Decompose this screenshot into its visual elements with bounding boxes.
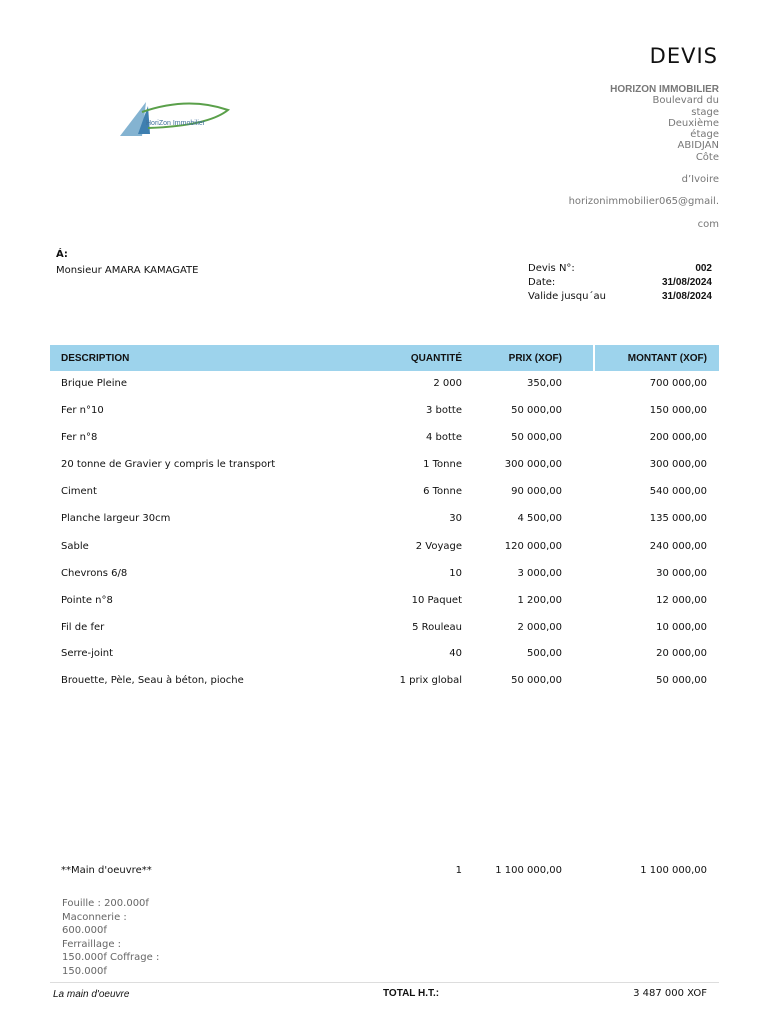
cell-price: 3 000,00 [517, 568, 562, 579]
cell-quantity: 6 Tonne [423, 486, 462, 497]
table-row [50, 622, 719, 636]
cell-price: 90 000,00 [511, 486, 562, 497]
cell-amount: 30 000,00 [656, 568, 707, 579]
labor-price: 1 100 000,00 [495, 865, 562, 876]
table-row [50, 405, 719, 419]
cell-quantity: 5 Rouleau [412, 622, 462, 633]
labor-quantity: 1 [455, 865, 462, 876]
cell-description: Fer n°10 [61, 405, 104, 416]
company-name: HORIZON IMMOBILIER [610, 84, 719, 95]
cell-quantity: 3 botte [425, 405, 462, 416]
cell-quantity: 10 [449, 568, 462, 579]
address-spacer [539, 163, 719, 174]
recipient-name: Monsieur AMARA KAMAGATE [56, 265, 199, 276]
cell-price: 300 000,00 [504, 459, 562, 470]
cell-quantity: 10 Paquet [411, 595, 462, 606]
cell-description: Brouette, Pèle, Seau à béton, pioche [61, 675, 244, 686]
header-price: PRIX (XOF) [508, 353, 562, 364]
cell-price: 500,00 [527, 648, 562, 659]
cell-description: Brique Pleine [61, 378, 127, 389]
table-row [50, 568, 719, 582]
footer-note: La main d'oeuvre [53, 989, 130, 1000]
cell-quantity: 2 000 [433, 378, 462, 389]
cell-amount: 540 000,00 [649, 486, 707, 497]
address-spacer [539, 208, 719, 219]
table-row [50, 648, 719, 662]
labor-note: Maconnerie : [62, 911, 127, 923]
address-line: étage [690, 129, 719, 141]
header-description: DESCRIPTION [61, 353, 130, 364]
table-row [50, 595, 719, 609]
table-row [50, 432, 719, 446]
quote-meta [528, 262, 712, 304]
address-spacer [539, 185, 719, 196]
header-amount: MONTANT (XOF) [627, 353, 707, 364]
address-line: Côte [695, 151, 719, 163]
cell-description: 20 tonne de Gravier y compris le transport [61, 459, 276, 470]
address-line: Deuxième [668, 117, 719, 129]
labor-note: Fouille : 200.000f [62, 898, 149, 909]
labor-row [50, 865, 719, 879]
cell-amount: 10 000,00 [656, 622, 707, 633]
logo-text: HoriZon Immobilier [146, 120, 206, 127]
cell-amount: 700 000,00 [649, 378, 707, 389]
meta-number [528, 262, 712, 276]
footer-divider [50, 982, 719, 983]
cell-amount: 150 000,00 [649, 405, 707, 416]
meta-date-label: Date: [528, 277, 556, 288]
cell-amount: 50 000,00 [656, 675, 707, 686]
recipient-label: Á: [56, 249, 68, 260]
labor-notes [62, 897, 172, 978]
company-email-end: com [697, 218, 719, 230]
cell-price: 1 200,00 [517, 595, 562, 606]
cell-quantity: 2 Voyage [415, 541, 462, 552]
header-separator [593, 345, 595, 371]
meta-date-value: 31/08/2024 [661, 277, 712, 288]
meta-date [528, 276, 712, 290]
address-line: d’Ivoire [681, 174, 719, 186]
cell-amount: 135 000,00 [649, 513, 707, 524]
cell-description: Serre-joint [61, 648, 114, 659]
meta-number-label: Devis N°: [528, 263, 575, 274]
address-line: Boulevard du [652, 95, 719, 107]
table-row [50, 513, 719, 527]
cell-description: Fil de fer [61, 622, 105, 633]
address-line: stage [691, 106, 719, 118]
cell-amount: 12 000,00 [656, 595, 707, 606]
cell-description: Fer n°8 [61, 432, 98, 443]
cell-price: 120 000,00 [504, 541, 562, 552]
cell-amount: 300 000,00 [649, 459, 707, 470]
cell-description: Sable [61, 541, 89, 552]
cell-description: Pointe n°8 [61, 595, 113, 606]
company-email: horizonimmobilier065@gmail. [568, 196, 719, 208]
labor-note: 150.000f [62, 965, 107, 977]
labor-note: 600.000f [62, 925, 107, 936]
meta-valid-label: Valide jusqu´au [528, 291, 606, 302]
cell-price: 2 000,00 [517, 622, 562, 633]
cell-quantity: 4 botte [425, 432, 462, 443]
table-row [50, 378, 719, 392]
meta-valid [528, 290, 712, 304]
header-quantity: QUANTITÉ [410, 353, 462, 364]
company-block [539, 84, 719, 230]
company-logo [118, 98, 233, 140]
table-row [50, 541, 719, 555]
document-title: DEVIS [649, 44, 718, 68]
meta-valid-value: 31/08/2024 [661, 291, 712, 302]
cell-amount: 240 000,00 [649, 541, 707, 552]
labor-amount: 1 100 000,00 [640, 865, 707, 876]
labor-note: 150.000f Coffrage : [62, 952, 160, 963]
table-row [50, 486, 719, 500]
cell-quantity: 40 [449, 648, 462, 659]
cell-price: 50 000,00 [511, 405, 562, 416]
cell-amount: 20 000,00 [656, 648, 707, 659]
table-row [50, 675, 719, 689]
address-line: ABIDJAN [677, 140, 719, 152]
labor-note: Ferraillage : [62, 938, 122, 950]
cell-price: 4 500,00 [517, 513, 562, 524]
labor-description: **Main d'oeuvre** [61, 865, 152, 876]
cell-price: 50 000,00 [511, 432, 562, 443]
cell-price: 350,00 [527, 378, 562, 389]
table-header [50, 345, 719, 371]
cell-description: Ciment [61, 486, 97, 497]
cell-quantity: 30 [449, 513, 462, 524]
total-value: 3 487 000 XOF [633, 988, 707, 999]
cell-description: Planche largeur 30cm [61, 513, 171, 524]
table-row [50, 459, 719, 473]
total-label: TOTAL H.T.: [383, 988, 440, 999]
cell-description: Chevrons 6/8 [61, 568, 128, 579]
cell-amount: 200 000,00 [649, 432, 707, 443]
cell-price: 50 000,00 [511, 675, 562, 686]
meta-number-value: 002 [695, 263, 712, 274]
cell-quantity: 1 prix global [399, 675, 462, 686]
cell-quantity: 1 Tonne [423, 459, 462, 470]
